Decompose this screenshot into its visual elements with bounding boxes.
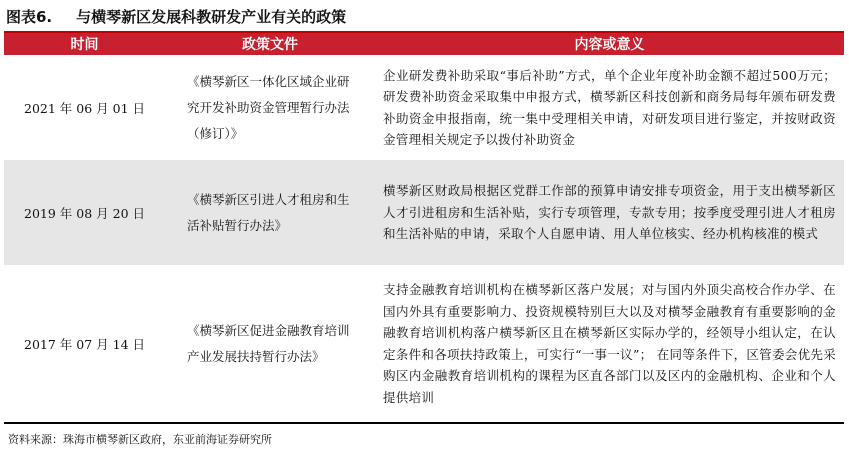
table-row — [4, 55, 844, 160]
table-header-row — [4, 33, 844, 55]
header-content: 内容或意义 — [375, 33, 844, 55]
row-document: 《横琴新区引进人才租房和生活补贴暂行办法》 — [165, 160, 375, 265]
row-document: 《横琴新区促进金融教育培训产业发展扶持暂行办法》 — [165, 265, 375, 423]
row-content: 横琴新区财政局根据区党群工作部的预算申请安排专项资金，用于支出横琴新区人才引进租房和生活补贴，实行专项管理，专款专用；按季度受理引进人才租房和生活补贴的申请，采取个人自愿申请、用人单位核实、经办机构核准的模式 — [375, 160, 844, 265]
row-date: 2021 年 06 月 01 日 — [24, 100, 145, 116]
row-date: 2019 年 08 月 20 日 — [4, 160, 165, 265]
policy-table — [4, 33, 844, 424]
figure-label: 图表6. — [6, 8, 53, 26]
row-document: 《横琴新区一体化区域企业研究开发补助资金管理暂行办法（修订）》 — [187, 73, 350, 141]
header-date: 时间 — [4, 33, 165, 55]
header-document: 政策文件 — [165, 33, 375, 55]
figure-title-text: 与横琴新区发展科教研发产业有关的政策 — [76, 8, 347, 26]
table-row — [4, 265, 844, 423]
row-content: 支持金融教育培训机构在横琴新区落户发展；对与国内外顶尖高校合作办学、在国内外具有重要影响力、投资规模特别巨大以及对横琴金融教育有重要影响的金融教育培训机构落户横琴新区且在横琴新区实际办学的，经领导小组认定，在认定条件和各项扶持政策上，可实行“一事一议”； 在同等条件下，区管委会优先采购区内金融教育培训机构的课程为区直各部门以及区内的金融机构、企业和个人提供培训 — [375, 265, 844, 423]
source-note: 资料来源：珠海市横琴新区政府，东亚前海证券研究所 — [8, 433, 272, 446]
table-row — [4, 160, 844, 265]
row-date: 2017 年 07 月 14 日 — [4, 265, 165, 423]
row-content: 企业研发费补助采取“事后补助”方式，单个企业年度补助金额不超过500万元；研发费补助资金采取集中申报方式，横琴新区科技创新和商务局每年颁布研发费补助资金申报指南，统一集中受理相关申请，对研发项目进行鉴定，并按财政资金管理相关规定予以拨付补助资金 — [383, 67, 836, 147]
figure-title — [6, 6, 370, 27]
